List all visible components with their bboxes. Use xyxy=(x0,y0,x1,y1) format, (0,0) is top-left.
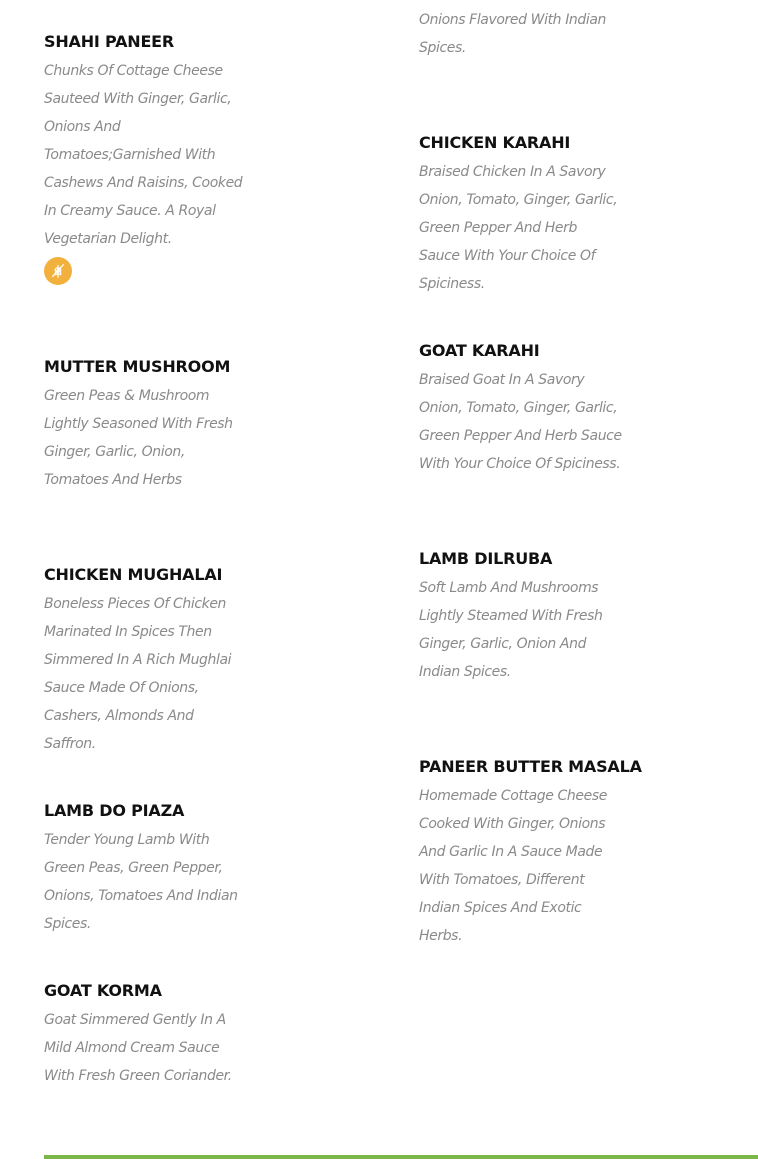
menu-item-lamb-dilruba xyxy=(419,548,624,686)
item-name: LAMB DILRUBA xyxy=(419,549,553,568)
gluten-free-icon xyxy=(44,257,72,285)
menu-item-chicken-karahi xyxy=(419,132,619,298)
item-name: CHICKEN MUGHALAI xyxy=(44,565,223,584)
menu-item-partial xyxy=(419,6,619,62)
item-name: GOAT KARAHI xyxy=(419,341,540,360)
menu-item-mutter-mushroom xyxy=(44,356,249,494)
menu-item-chicken-mughalai xyxy=(44,564,249,758)
item-description: Braised Goat In A Savory Onion, Tomato, Ginger, Garlic, Green Pepper And Herb Sauce With Your Choice Of Spiciness. xyxy=(419,372,622,472)
item-description: Braised Chicken In A Savory Onion, Tomato, Ginger, Garlic, Green Pepper And Herb Sauce With Your Choice Of Spiciness. xyxy=(419,164,618,292)
menu-item-paneer-butter-masala xyxy=(419,756,642,950)
item-name: GOAT KORMA xyxy=(44,981,162,1000)
item-name: CHICKEN KARAHI xyxy=(419,133,571,152)
menu-item-shahi-paneer xyxy=(44,31,249,285)
item-description: Onions Flavored With Indian Spices. xyxy=(419,12,607,56)
item-description: Green Peas & Mushroom Lightly Seasoned With Fresh Ginger, Garlic, Onion, Tomatoes And Herbs xyxy=(44,388,233,488)
item-description: Goat Simmered Gently In A Mild Almond Cream Sauce With Fresh Green Coriander. xyxy=(44,1012,232,1084)
item-name: PANEER BUTTER MASALA xyxy=(419,757,642,776)
item-name: SHAHI PANEER xyxy=(44,32,175,51)
menu-item-goat-korma xyxy=(44,980,249,1090)
item-description: Tender Young Lamb With Green Peas, Green Pepper, Onions, Tomatoes And Indian Spices. xyxy=(44,832,238,932)
item-description: Homemade Cottage Cheese Cooked With Ginger, Onions And Garlic In A Sauce Made With Tomatoes, Different Indian Spices And Exotic Herbs. xyxy=(419,788,607,944)
section-divider xyxy=(44,1155,758,1159)
item-description: Chunks Of Cottage Cheese Sauteed With Ginger, Garlic, Onions And Tomatoes;Garnished With Cashews And Raisins, Cooked In Creamy Sauce. A Royal Vegetarian Delight. xyxy=(44,63,243,247)
menu-item-lamb-do-piaza xyxy=(44,800,249,938)
item-description: Boneless Pieces Of Chicken Marinated In Spices Then Simmered In A Rich Mughlai Sauce Made Of Onions, Cashers, Almonds And Saffron. xyxy=(44,596,232,752)
menu-item-goat-karahi xyxy=(419,340,624,478)
item-name: MUTTER MUSHROOM xyxy=(44,357,231,376)
item-name: LAMB DO PIAZA xyxy=(44,801,185,820)
item-description: Soft Lamb And Mushrooms Lightly Steamed With Fresh Ginger, Garlic, Onion And Indian Spices. xyxy=(419,580,603,680)
